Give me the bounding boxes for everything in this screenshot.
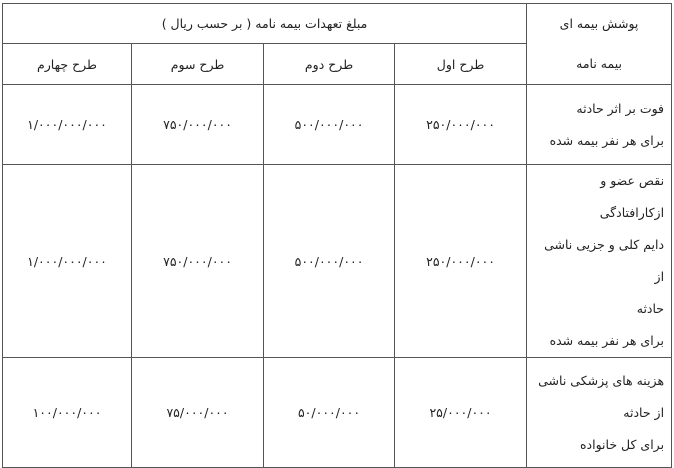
coverage-line: برای هر نفر بیمه شده: [549, 132, 665, 148]
coverage-line: فوت بر اثر حادثه: [576, 100, 665, 116]
amount-cell-plan-4: ۱/۰۰۰/۰۰۰/۰۰۰: [3, 85, 132, 165]
insurance-coverage-table: [2, 3, 672, 468]
coverage-line: نقص عضو و ازکارافتادگی: [599, 173, 665, 220]
plan-3-header: طرح سوم: [132, 44, 264, 85]
table-row-medical-expenses: [3, 358, 672, 468]
plan-1-header: طرح اول: [395, 44, 527, 85]
coverage-header-line-2: بیمه نامه: [576, 56, 622, 71]
amount-cell-plan-4: ۱/۰۰۰/۰۰۰/۰۰۰: [3, 165, 132, 358]
coverage-line: حادثه: [636, 301, 665, 316]
amount-cell-plan-3: ۷۵۰/۰۰۰/۰۰۰: [132, 165, 264, 358]
amount-header-cell: مبلغ تعهدات بیمه نامه ( بر حسب ریال ): [3, 4, 527, 44]
plan-2-header: طرح دوم: [264, 44, 395, 85]
amount-cell-plan-3: ۷۵/۰۰۰/۰۰۰: [132, 358, 264, 468]
amount-cell-plan-1: ۲۵۰/۰۰۰/۰۰۰: [395, 165, 527, 358]
amount-cell-plan-1: ۲۵/۰۰۰/۰۰۰: [395, 358, 527, 468]
coverage-line: برای کل خانواده: [579, 436, 665, 452]
amount-cell-plan-2: ۵۰۰/۰۰۰/۰۰۰: [264, 165, 395, 358]
plan-4-header: طرح چهارم: [3, 44, 132, 85]
amount-cell-plan-2: ۵۰۰/۰۰۰/۰۰۰: [264, 85, 395, 165]
coverage-header-cell: [527, 4, 672, 85]
coverage-cell: [527, 165, 672, 358]
coverage-header-line-1: پوشش بیمه ای: [559, 16, 639, 31]
coverage-line: هزینه های پزشکی ناشی: [538, 372, 665, 388]
coverage-cell: [527, 85, 672, 165]
coverage-cell: [527, 358, 672, 468]
coverage-line: دایم کلی و جزیی ناشی از: [544, 237, 665, 284]
amount-cell-plan-1: ۲۵۰/۰۰۰/۰۰۰: [395, 85, 527, 165]
table-row-disability: [3, 165, 672, 358]
coverage-line: از حادثه: [623, 404, 665, 420]
amount-cell-plan-3: ۷۵۰/۰۰۰/۰۰۰: [132, 85, 264, 165]
coverage-line: برای هر نفر بیمه شده: [549, 333, 665, 348]
amount-cell-plan-4: ۱۰۰/۰۰۰/۰۰۰: [3, 358, 132, 468]
amount-cell-plan-2: ۵۰/۰۰۰/۰۰۰: [264, 358, 395, 468]
table-row-accidental-death: [3, 85, 672, 165]
